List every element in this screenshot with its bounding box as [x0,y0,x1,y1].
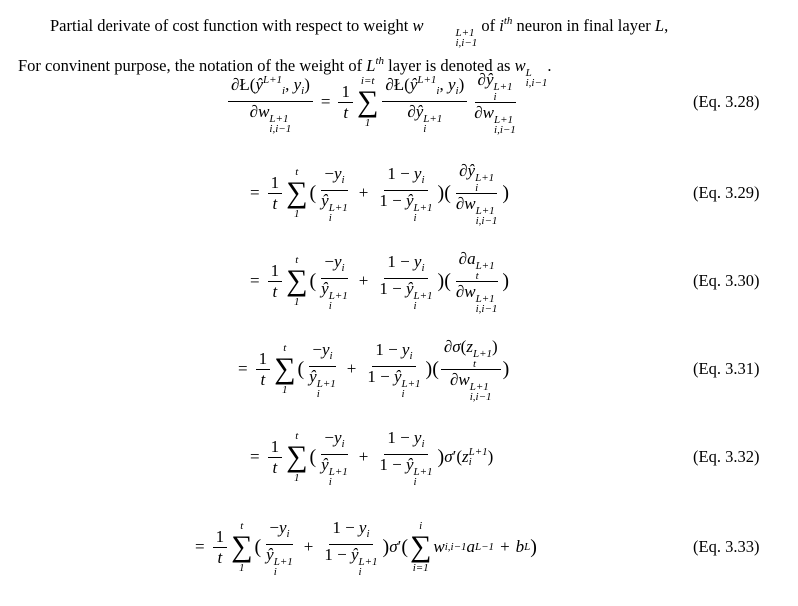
intro-line-1: Partial derivate of cost function with respect to weight w L+1 i,i−1 of $i^{th}$ neuron in final layer L, [50,15,669,49]
equation-3-32 [0,422,798,492]
equation-3-28 [0,67,798,137]
equation-3-29-body: = $\frac{1}{t}$ t ∑ 1 ( $-y_i$ ŷ L+1 i + $1 - y_i$ 1 − ŷ L+1 i )( ∂ŷ L+1 i ∂w L+1 i,i−1 ) [250,160,510,227]
equation-label: (Eq. 3.30) [693,271,760,290]
equation-label: (Eq. 3.29) [693,183,760,202]
equation-label: (Eq. 3.33) [693,537,760,556]
equation-3-32-body: = $\frac{1}{t}$ t ∑ 1 ( $-y_i$ ŷ L+1 i + $1 - y_i$ 1 − ŷ L+1 i ) σ ′( z L+1 i ) [250,427,494,488]
equation-3-31 [0,334,798,404]
equation-3-33 [0,512,798,582]
equation-label: (Eq. 3.32) [693,447,760,466]
equation-label: (Eq. 3.28) [693,92,760,111]
equation-3-30 [0,246,798,316]
equation-3-31-body: = $\frac{1}{t}$ t ∑ 1 ( $-y_i$ ŷ L+1 i + $1 - y_i$ 1 − ŷ L+1 i )( ∂σ(z L+1 t ) ∂w L+1 i,i−1 ) [238,336,510,403]
equation-3-29 [0,158,798,228]
equation-3-33-body: = $\frac{1}{t}$ t ∑ 1 ( $-y_i$ ŷ L+1 i + $1 - y_i$ 1 − ŷ L+1 i ) σ ′ ( i ∑ i=1 w i,i−1 a L−1 + b L ) [195,517,537,578]
equation-label: (Eq. 3.31) [693,359,760,378]
equation-3-30-body: = $\frac{1}{t}$ t ∑ 1 ( $-y_i$ ŷ L+1 i + $1 - y_i$ 1 − ŷ L+1 i )( ∂a L+1 t ∂w L+1 i,i−1 ) [250,248,510,315]
weight-symbol: w [412,16,424,35]
equation-3-28-body: $\partial Ł(ŷ^{L+1}_i$, $y_i$) ∂w L+1 i,i−1 = $\frac{1}{t}$ i=t ∑ 1 $\partial Ł(ŷ^{L+1}_i$, $y_i$) ∂ŷ L+1 i ∂ŷ L+1 i ∂w L+1 i,i−1 [226,67,521,137]
intro-line-2: For convinent purpose, the notation of the weight of Lth layer is denoted as w L i,i−1 . [18,55,552,89]
